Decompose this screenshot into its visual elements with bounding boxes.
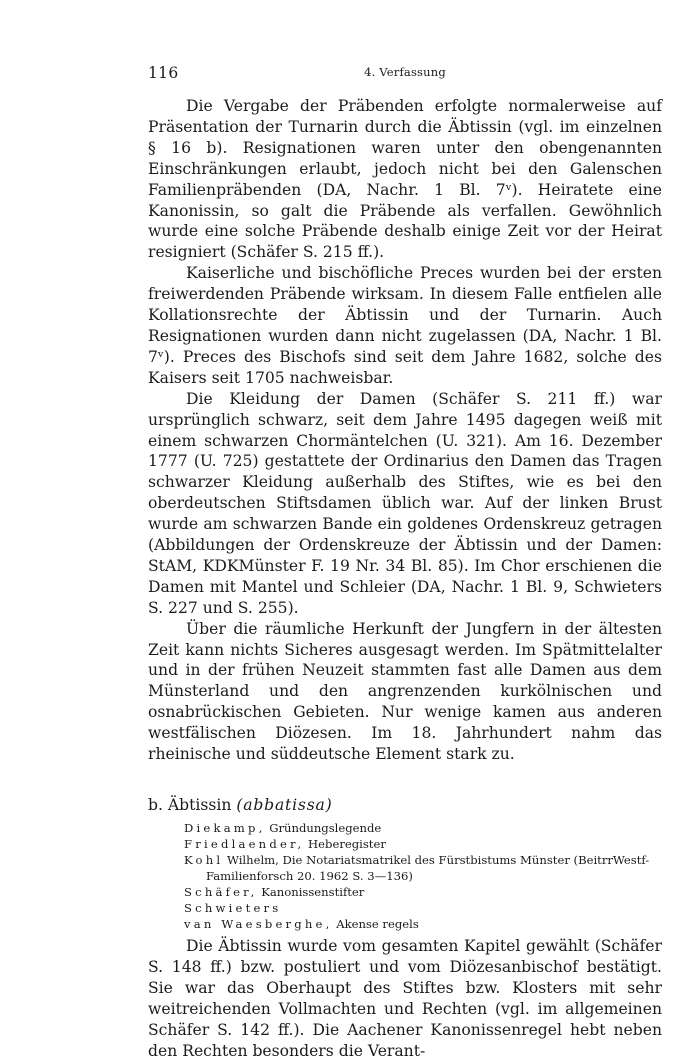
paragraph-herkunft: Über die räumliche Herkunft der Jungfern in der ältesten Zeit kann nichts Sicheres ausgesagt werden. Im Spätmittelalter und in der frühen Neuzeit stammten fast alle Damen aus dem Münsterland und den angrenzenden kurkölnischen und osnabrückischen Gebieten. Nur wenige kamen aus anderen westfälischen Diözesen. Im 18. Jahrhundert nahm das rheinische und süddeutsche Element stark zu. — [148, 619, 662, 764]
bibliography-list — [184, 820, 662, 932]
paragraph-aebtissin: Die Äbtissin wurde vom gesamten Kapitel gewählt (Schäfer S. 148 ff.) bzw. postuliert und vom Diözesanbischof bestätigt. Sie war das Oberhaupt des Stiftes bzw. Klosters mit sehr weitreichenden Vollmachten und Rechten (vgl. im allgemeinen Schäfer S. 142 ff.). Die Aachener Kanonissenregel hebt neben den Rechten besonders die Verant- — [148, 937, 662, 1060]
paragraph-kleidung: Die Kleidung der Damen (Schäfer S. 211 ff.) war ursprünglich schwarz, seit dem Jahre 1495 dagegen weiß mit einem schwarzen Chormäntelchen (U. 321). Am 16. Dezember 1777 (U. 725) gestattete der Ordinarius den Damen das Tragen schwarzer Kleidung außerhalb des Stiftes, wie es bei den oberdeutschen Stiftsdamen üblich war. Auf der linken Brust wurde am schwarzen Bande ein goldenes Ordenskreuz getragen (Abbildungen der Ordenskreuze der Äbtissin und der Damen: StAM, KDKMünster F. 19 Nr. 34 Bl. 85). Im Chor erschienen die Damen mit Mantel und Schleier (DA, Nachr. 1 Bl. 9, Schwieters S. 227 und S. 255). — [148, 389, 662, 617]
bibliography-title: Akense regels — [332, 917, 419, 931]
bibliography-author: van Waesberghe, — [184, 917, 333, 931]
bibliography-author: Friedlaender, — [184, 837, 305, 851]
bibliography-author: Diekamp, — [184, 821, 266, 835]
paragraph-preces: Kaiserliche und bischöfliche Preces wurden bei der ersten freiwerdenden Präbende wirksam. In diesem Falle entfielen alle Kollationsrechte der Äbtissin und der Turnarin. Auch Resignationen wurden dann nicht zugelassen (DA, Nachr. 1 Bl. 7ᵛ). Preces des Bischofs sind seit dem Jahre 1682, solche des Kaisers seit 1705 nachweisbar. — [148, 264, 662, 387]
bibliography-entry — [184, 884, 662, 900]
bibliography-title: Heberegister — [304, 837, 386, 851]
bibliography-entry — [184, 820, 662, 836]
running-head: 4. Verfassung — [364, 65, 446, 79]
bibliography-author: Kohl — [184, 853, 224, 867]
bibliography-entry — [184, 852, 662, 884]
bibliography-entry — [184, 916, 662, 932]
bibliography-author: Schäfer, — [184, 885, 258, 899]
section-heading — [148, 795, 662, 816]
bibliography-title: Kanonissenstifter — [257, 885, 365, 899]
bibliography-title: Wilhelm, Die Notariatsmatrikel des Fürstbistums Münster (BeitrrWestf-Familienforsch 20. 1962 S. 3—136) — [206, 853, 650, 883]
section-heading-title: b. Äbtissin — [148, 796, 232, 814]
bibliography-title: Gründungslegende — [265, 821, 382, 835]
bibliography-entry — [184, 836, 662, 852]
bibliography-entry — [184, 900, 662, 916]
page-number: 116 — [148, 64, 179, 82]
bibliography-author: Schwieters — [184, 901, 282, 915]
page-body — [148, 96, 662, 1061]
section-heading-latin: (abbatissa) — [236, 796, 333, 814]
paragraph-praebenden: Die Vergabe der Präbenden erfolgte normalerweise auf Präsentation der Turnarin durch die Äbtissin (vgl. im einzelnen § 16 b). Resignationen waren unter den obengenannten Einschränkungen erlaubt, jedoch nicht bei den Galenschen Familienpräbenden (DA, Nachr. 1 Bl. 7ᵛ). Heiratete eine Kanonissin, so galt die Präbende als verfallen. Gewöhnlich wurde eine solche Präbende deshalb einige Zeit vor der Heirat resigniert (Schäfer S. 215 ff.). — [148, 97, 662, 262]
page-header — [148, 64, 662, 88]
